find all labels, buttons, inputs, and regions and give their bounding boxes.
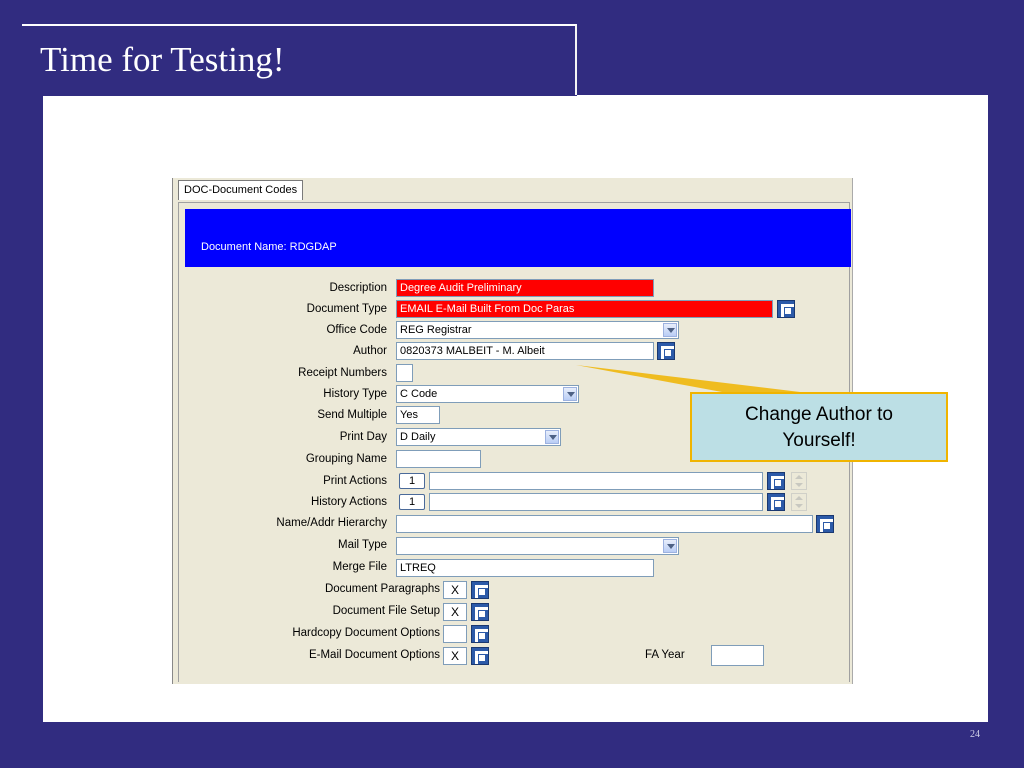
email-document-options-label: E-Mail Document Options [308,649,440,661]
history-type-label: History Type [323,388,387,400]
send-multiple-field[interactable]: Yes [396,406,440,424]
grouping-name-field[interactable] [396,450,481,468]
dropdown-arrow-icon[interactable] [663,323,677,337]
print-day-label: Print Day [339,431,387,443]
print-actions-field[interactable] [429,472,763,490]
author-field[interactable]: 0820373 MALBEIT - M. Albeit [396,342,654,360]
send-multiple-label: Send Multiple [317,409,387,421]
description-label: Description [329,282,387,294]
document-type-field[interactable]: EMAIL E-Mail Built From Doc Paras [396,300,773,318]
tab-doc-document-codes[interactable]: DOC-Document Codes [178,180,303,200]
hardcopy-document-options-checkbox[interactable] [443,625,467,643]
name-addr-hierarchy-label: Name/Addr Hierarchy [276,517,387,529]
print-actions-lookup-icon[interactable] [767,472,785,490]
document-type-lookup-icon[interactable] [777,300,795,318]
header-bar [577,73,988,96]
document-type-label: Document Type [306,303,387,315]
receipt-numbers-field[interactable] [396,364,413,382]
grouping-name-label: Grouping Name [305,453,387,465]
document-file-setup-label: Document File Setup [332,605,440,617]
document-name-banner [185,209,851,267]
document-file-setup-checkbox[interactable]: X [443,603,467,621]
hardcopy-document-options-lookup-icon[interactable] [471,625,489,643]
fa-year-label: FA Year [645,649,685,661]
description-field[interactable]: Degree Audit Preliminary [396,279,654,297]
print-actions-count-button[interactable]: 1 [399,473,425,489]
callout-line-1: Change Author to [745,404,893,425]
slide-title: Time for Testing! [40,40,285,79]
history-actions-lookup-icon[interactable] [767,493,785,511]
dropdown-arrow-icon[interactable] [545,430,559,444]
hardcopy-document-options-label: Hardcopy Document Options [292,627,440,639]
document-paragraphs-lookup-icon[interactable] [471,581,489,599]
history-actions-field[interactable] [429,493,763,511]
callout-line-2: Yourself! [782,430,856,451]
mail-type-label: Mail Type [337,539,387,551]
name-addr-hierarchy-lookup-icon[interactable] [816,515,834,533]
fa-year-field[interactable] [711,645,764,666]
print-actions-label: Print Actions [323,475,387,487]
author-label: Author [353,345,387,357]
history-actions-count-button[interactable]: 1 [399,494,425,510]
email-document-options-checkbox[interactable]: X [443,647,467,665]
print-day-value: D Daily [400,431,436,443]
dropdown-arrow-icon[interactable] [663,539,677,553]
name-addr-hierarchy-field[interactable] [396,515,813,533]
document-file-setup-lookup-icon[interactable] [471,603,489,621]
merge-file-field[interactable]: LTREQ [396,559,654,577]
receipt-numbers-label: Receipt Numbers [298,367,387,379]
document-paragraphs-checkbox[interactable]: X [443,581,467,599]
document-paragraphs-label: Document Paragraphs [324,583,440,595]
callout-box [690,392,948,462]
history-actions-label: History Actions [310,496,387,508]
page-number: 24 [970,729,980,740]
print-day-select[interactable] [396,428,561,446]
history-actions-spinner-icon[interactable] [791,493,807,511]
history-type-value: C Code [400,388,438,400]
email-document-options-lookup-icon[interactable] [471,647,489,665]
merge-file-label: Merge File [332,561,387,573]
author-lookup-icon[interactable] [657,342,675,360]
office-code-select[interactable] [396,321,679,339]
dropdown-arrow-icon[interactable] [563,387,577,401]
document-name: Document Name: RDGDAP [201,241,337,253]
office-code-label: Office Code [326,324,387,336]
mail-type-select[interactable] [396,537,679,555]
history-type-select[interactable] [396,385,579,403]
print-actions-spinner-icon[interactable] [791,472,807,490]
office-code-value: REG Registrar [400,324,472,336]
